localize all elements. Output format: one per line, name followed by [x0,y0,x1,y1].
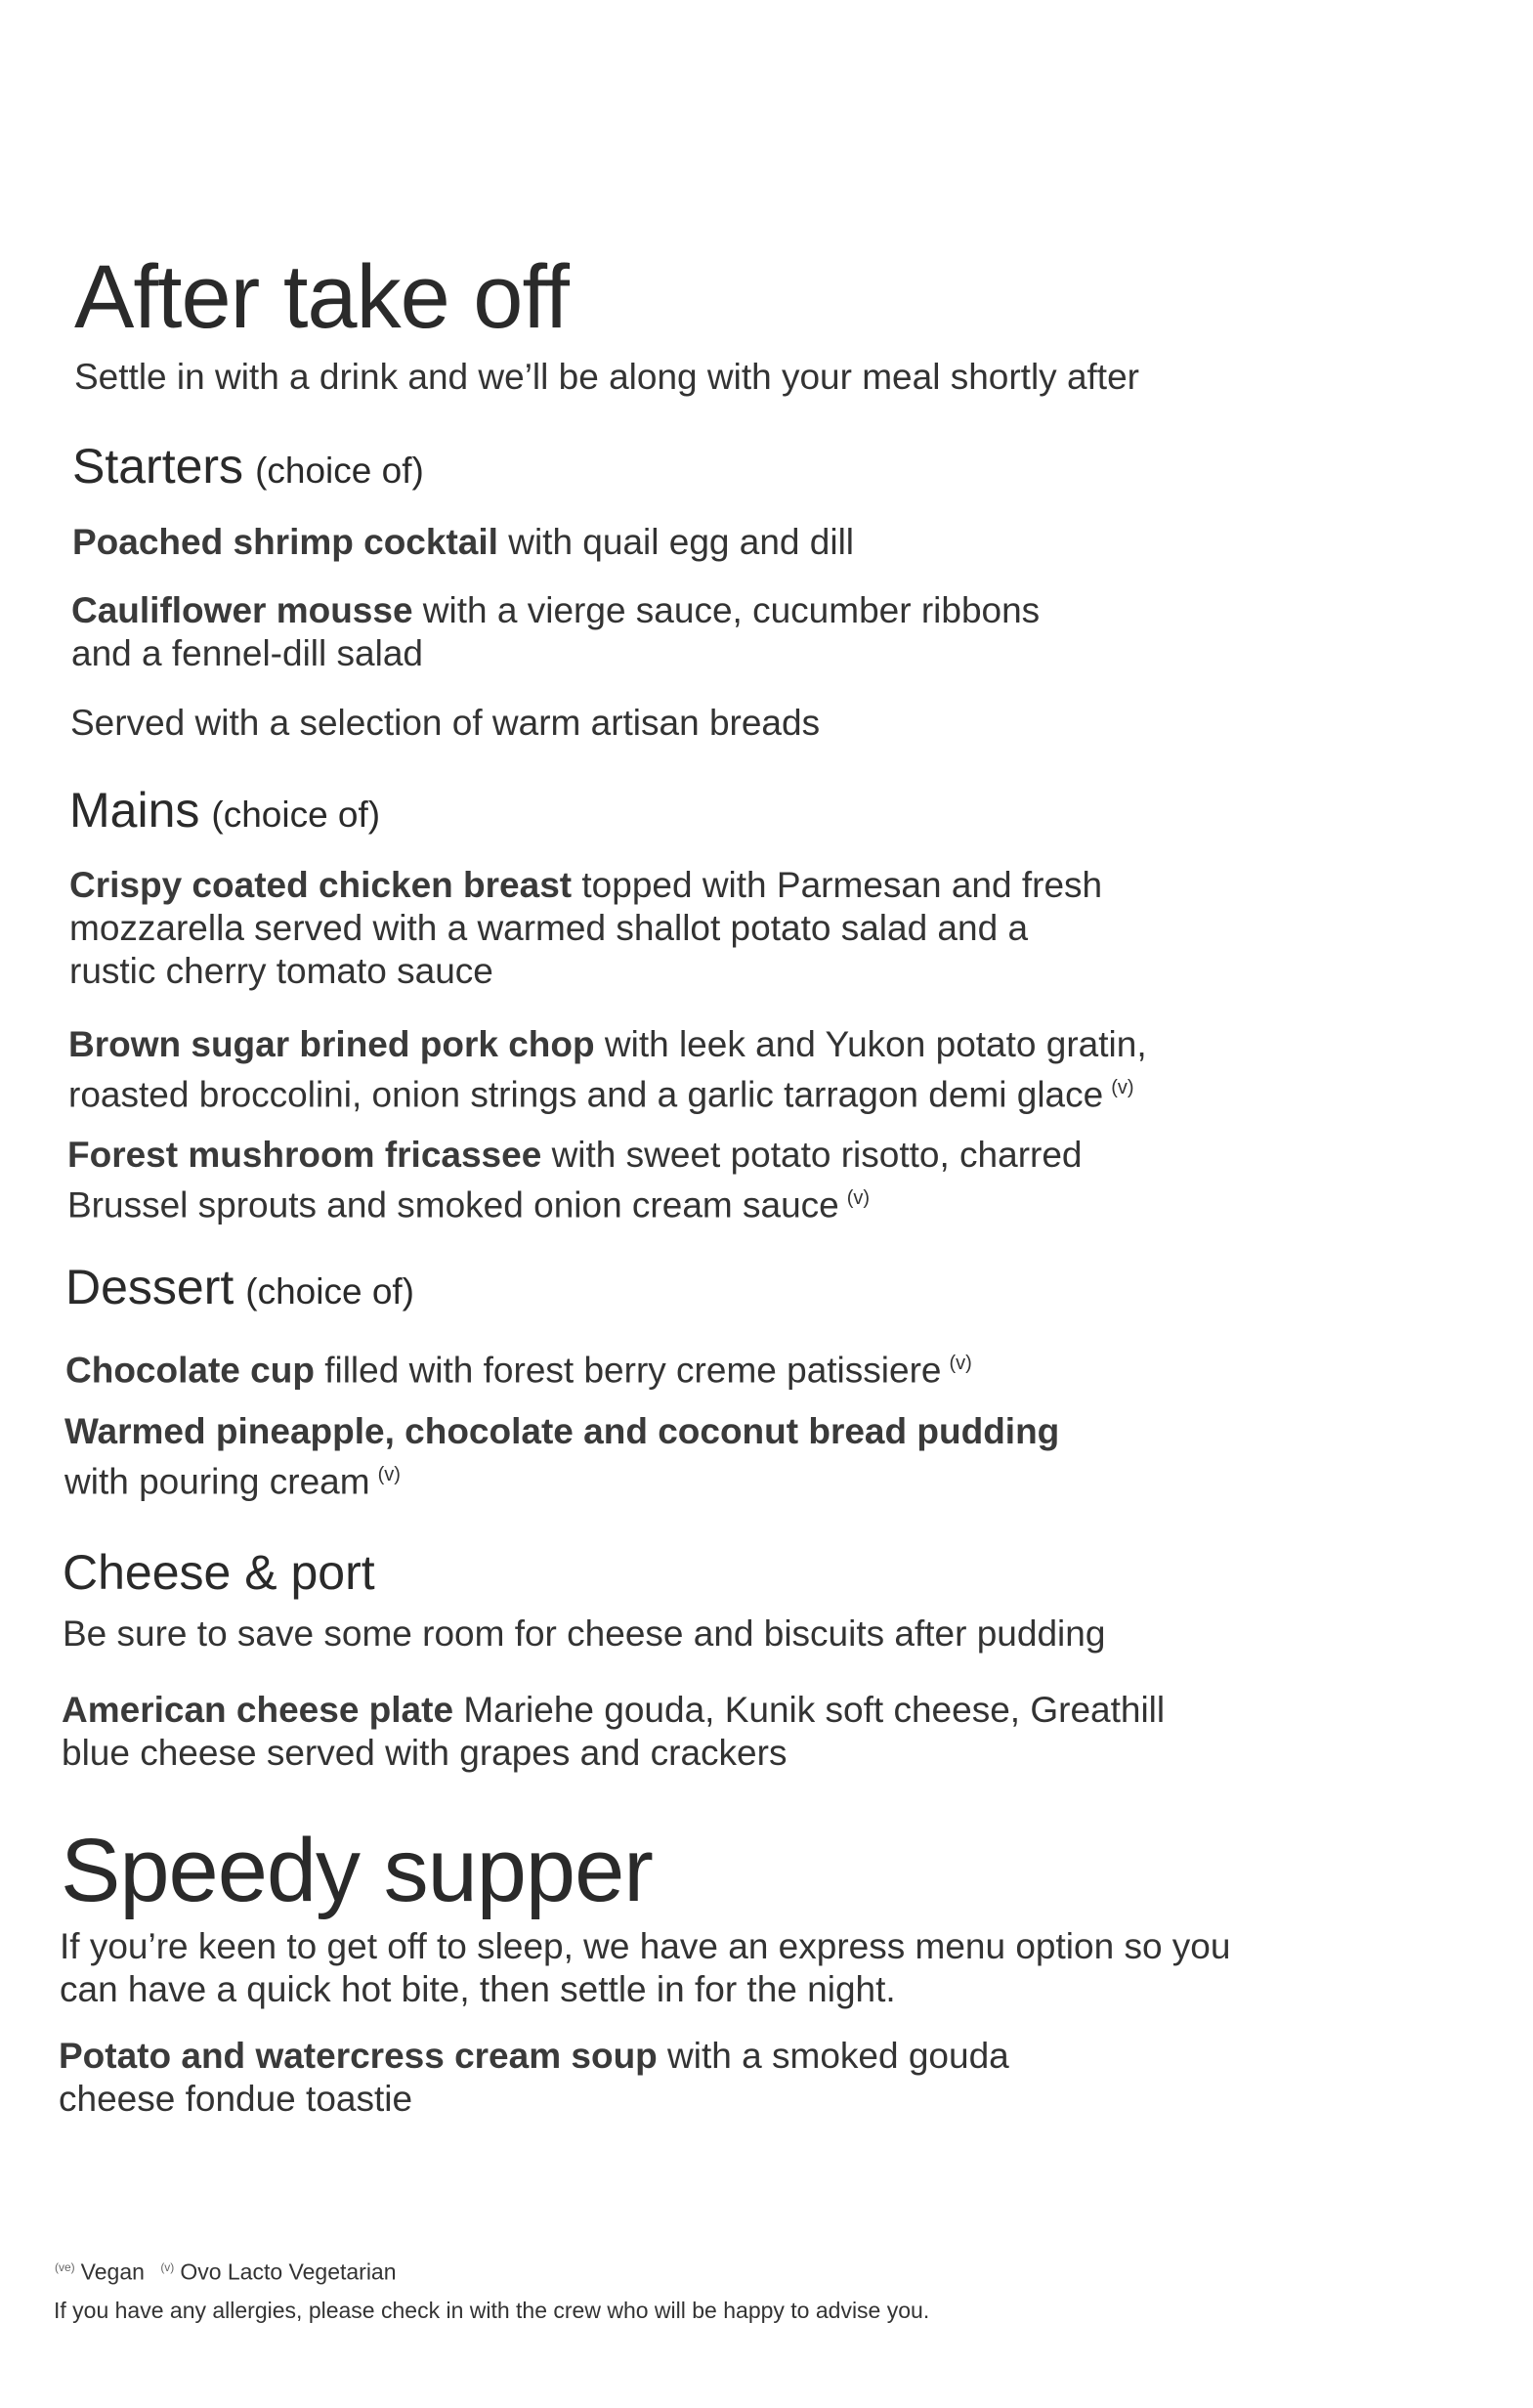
menu-item-description: filled with forest berry creme patissiere [314,1350,942,1391]
starters-heading-label: Starters [72,439,244,494]
diet-mark: (v) [949,1353,972,1374]
starters-bread-note: Served with a selection of warm artisan breads [70,703,821,743]
menu-item-name: Chocolate cup [65,1350,315,1391]
ovo-lacto-label: Ovo Lacto Vegetarian [180,2258,397,2285]
dessert-heading-label: Dessert [65,1260,234,1314]
ovo-lacto-mark: (v) [160,2260,175,2274]
mains-heading-label: Mains [69,783,200,838]
menu-item-description: Mariehe gouda, Kunik soft cheese, Greathill [453,1690,1166,1730]
starters-heading [72,439,424,494]
menu-item-description: topped with Parmesan and fresh [572,865,1103,905]
after-take-off-intro: Settle in with a drink and we’ll be along with your meal shortly after [74,357,1139,397]
menu-item-name: Warmed pineapple, chocolate and coconut bread pudding [64,1411,1060,1451]
menu-item-description: cheese fondue toastie [59,2079,413,2119]
mains-heading [69,783,381,838]
dessert-choice-label: (choice of) [245,1271,414,1312]
speedy-supper-intro-line: can have a quick hot bite, then settle in for the night. [60,1969,896,2009]
menu-item-shrimp-cocktail [72,521,854,564]
menu-item-chocolate-cup [65,1342,972,1392]
menu-item-description: with quail egg and dill [497,522,855,562]
menu-item-description: with sweet potato risotto, charred [541,1135,1083,1175]
menu-item-cauliflower-mousse [71,589,1040,675]
menu-item-mushroom-fricassee [67,1134,1083,1226]
menu-item-pork-chop [68,1023,1147,1116]
cheese-heading: Cheese & port [63,1545,375,1600]
menu-item-description: roasted broccolini, onion strings and a garlic tarragon demi glace [68,1074,1104,1115]
menu-item-description: with leek and Yukon potato gratin, [594,1024,1147,1064]
starters-choice-label: (choice of) [255,451,424,491]
menu-item-name: Brown sugar brined pork chop [68,1024,595,1064]
speedy-supper-intro-line: If you’re keen to get off to sleep, we have an express menu option so you [60,1926,1231,1966]
menu-item-description: with a smoked gouda [657,2036,1009,2076]
menu-item-description: Brussel sprouts and smoked onion cream sauce [67,1184,839,1226]
diet-mark: (v) [846,1187,871,1209]
vegan-label: Vegan [80,2258,145,2285]
menu-item-name: Cauliflower mousse [71,590,413,630]
menu-item-description: mozzarella served with a warmed shallot potato salad and a [69,908,1029,948]
vegan-mark: (ve) [55,2260,75,2274]
section-title-after-take-off: After take off [74,247,569,347]
diet-mark: (v) [1111,1077,1134,1098]
mains-choice-label: (choice of) [211,795,381,835]
menu-item-chicken-breast [69,864,1102,993]
speedy-supper-intro [60,1925,1230,2011]
menu-item-description: blue cheese served with grapes and crackers [62,1733,788,1773]
menu-item-description: rustic cherry tomato sauce [69,951,493,991]
menu-item-potato-soup [59,2035,1009,2121]
menu-item-bread-pudding [64,1410,1059,1503]
dessert-heading [65,1260,414,1314]
menu-item-name: American cheese plate [62,1690,454,1730]
menu-item-cheese-plate [62,1689,1165,1775]
diet-legend [55,2254,397,2286]
menu-item-name: Potato and watercress cream soup [59,2036,658,2076]
menu-item-name: Crispy coated chicken breast [69,865,573,905]
menu-item-description: and a fennel-dill salad [71,633,423,673]
diet-mark: (v) [377,1464,401,1485]
allergy-note: If you have any allergies, please check in with the crew who will be happy to advise you. [54,2298,930,2323]
cheese-intro: Be sure to save some room for cheese and biscuits after pudding [63,1613,1106,1654]
section-title-speedy-supper: Speedy supper [61,1821,653,1920]
menu-item-description: with a vierge sauce, cucumber ribbons [412,590,1041,630]
menu-item-description: with pouring cream [64,1461,370,1502]
menu-item-name: Poached shrimp cocktail [72,522,498,562]
menu-item-name: Forest mushroom fricassee [67,1135,542,1175]
